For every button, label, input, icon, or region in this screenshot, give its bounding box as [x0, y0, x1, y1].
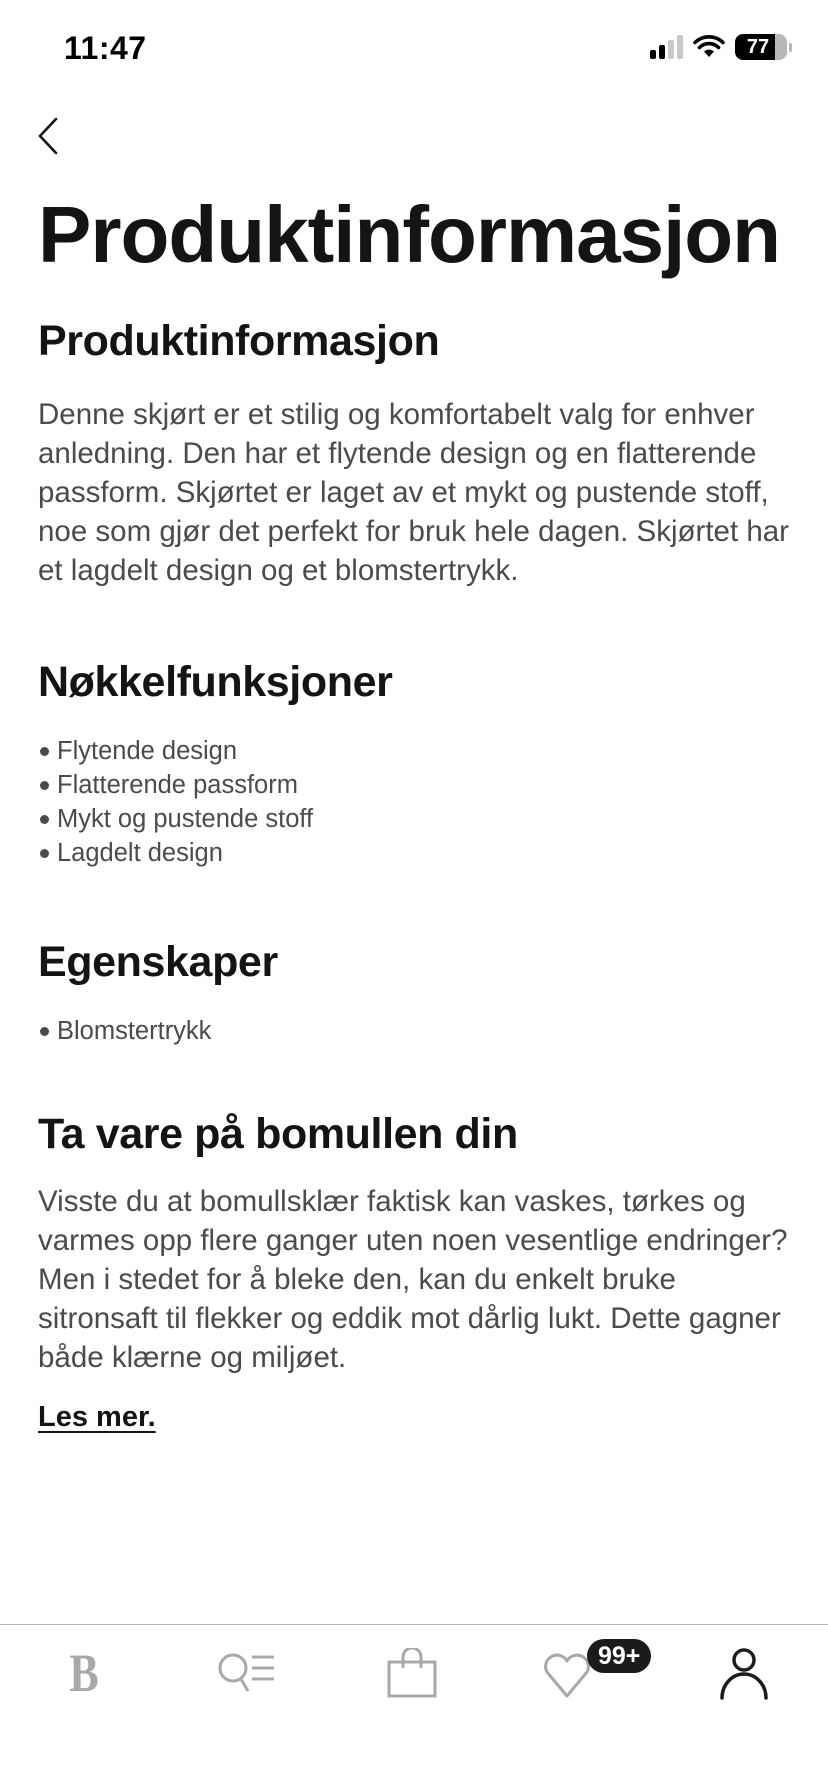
back-button[interactable] [30, 112, 66, 160]
key-features-list [38, 734, 798, 870]
bullet-icon [40, 781, 49, 790]
tab-profile[interactable] [704, 1641, 784, 1705]
bullet-icon [40, 1027, 49, 1036]
bullet-icon [40, 815, 49, 824]
bullet-icon [40, 747, 49, 756]
list-item: Flatterende passform [38, 768, 798, 802]
tab-bag[interactable] [372, 1641, 452, 1705]
tab-home[interactable] [44, 1641, 124, 1705]
wifi-icon [693, 35, 725, 59]
list-item: Blomstertrykk [38, 1014, 798, 1048]
product-info-content [38, 188, 798, 1434]
person-icon [718, 1646, 770, 1700]
page-title: Produktinformasjon [38, 190, 781, 279]
tab-search[interactable] [207, 1641, 287, 1705]
care-description: Visste du at bomullsklær faktisk kan vaskes, tørkes og varmes opp flere ganger uten noen vesentlige endringer? Men i stedet for å bleke den, kan du enkelt bruke sitronsaft til flekker og eddik mot dårlig lukt. Dette gagner både klærne og miljøet. [38, 1185, 788, 1374]
wishlist-count-badge: 99+ [587, 1639, 651, 1673]
status-bar [0, 0, 828, 100]
list-item: Lagdelt design [38, 836, 798, 870]
search-list-icon [216, 1649, 278, 1697]
list-item: Flytende design [38, 734, 798, 768]
brand-logo-b-icon: B [69, 1643, 99, 1703]
properties-list [38, 1014, 798, 1048]
status-time: 11:47 [64, 30, 147, 66]
chevron-left-icon [36, 117, 60, 155]
section-title-properties: Egenskaper [38, 938, 278, 986]
section-title-care: Ta vare på bomullen din [38, 1110, 518, 1158]
battery-icon [735, 34, 787, 60]
status-icons [650, 34, 792, 60]
read-more-link[interactable]: Les mer. [38, 1401, 156, 1433]
cellular-signal-icon [650, 35, 683, 59]
bullet-icon [40, 849, 49, 858]
section-title-key-features: Nøkkelfunksjoner [38, 658, 393, 706]
shopping-bag-icon [386, 1648, 438, 1698]
battery-level: 77 [746, 35, 770, 58]
list-item: Mykt og pustende stoff [38, 802, 798, 836]
tab-wishlist[interactable] [537, 1641, 641, 1705]
heart-icon [541, 1652, 593, 1700]
bottom-tab-bar [0, 1624, 828, 1792]
section-title-product-info: Produktinformasjon [38, 317, 440, 365]
product-description: Denne skjørt er et stilig og komfortabelt valg for enhver anledning. Den har et flytende design og en flatterende passform. Skjørtet er laget av et mykt og pustende stoff, noe som gjør det perfekt for bruk hele dagen. Skjørtet har et lagdelt design og et blomstertrykk. [38, 398, 789, 587]
